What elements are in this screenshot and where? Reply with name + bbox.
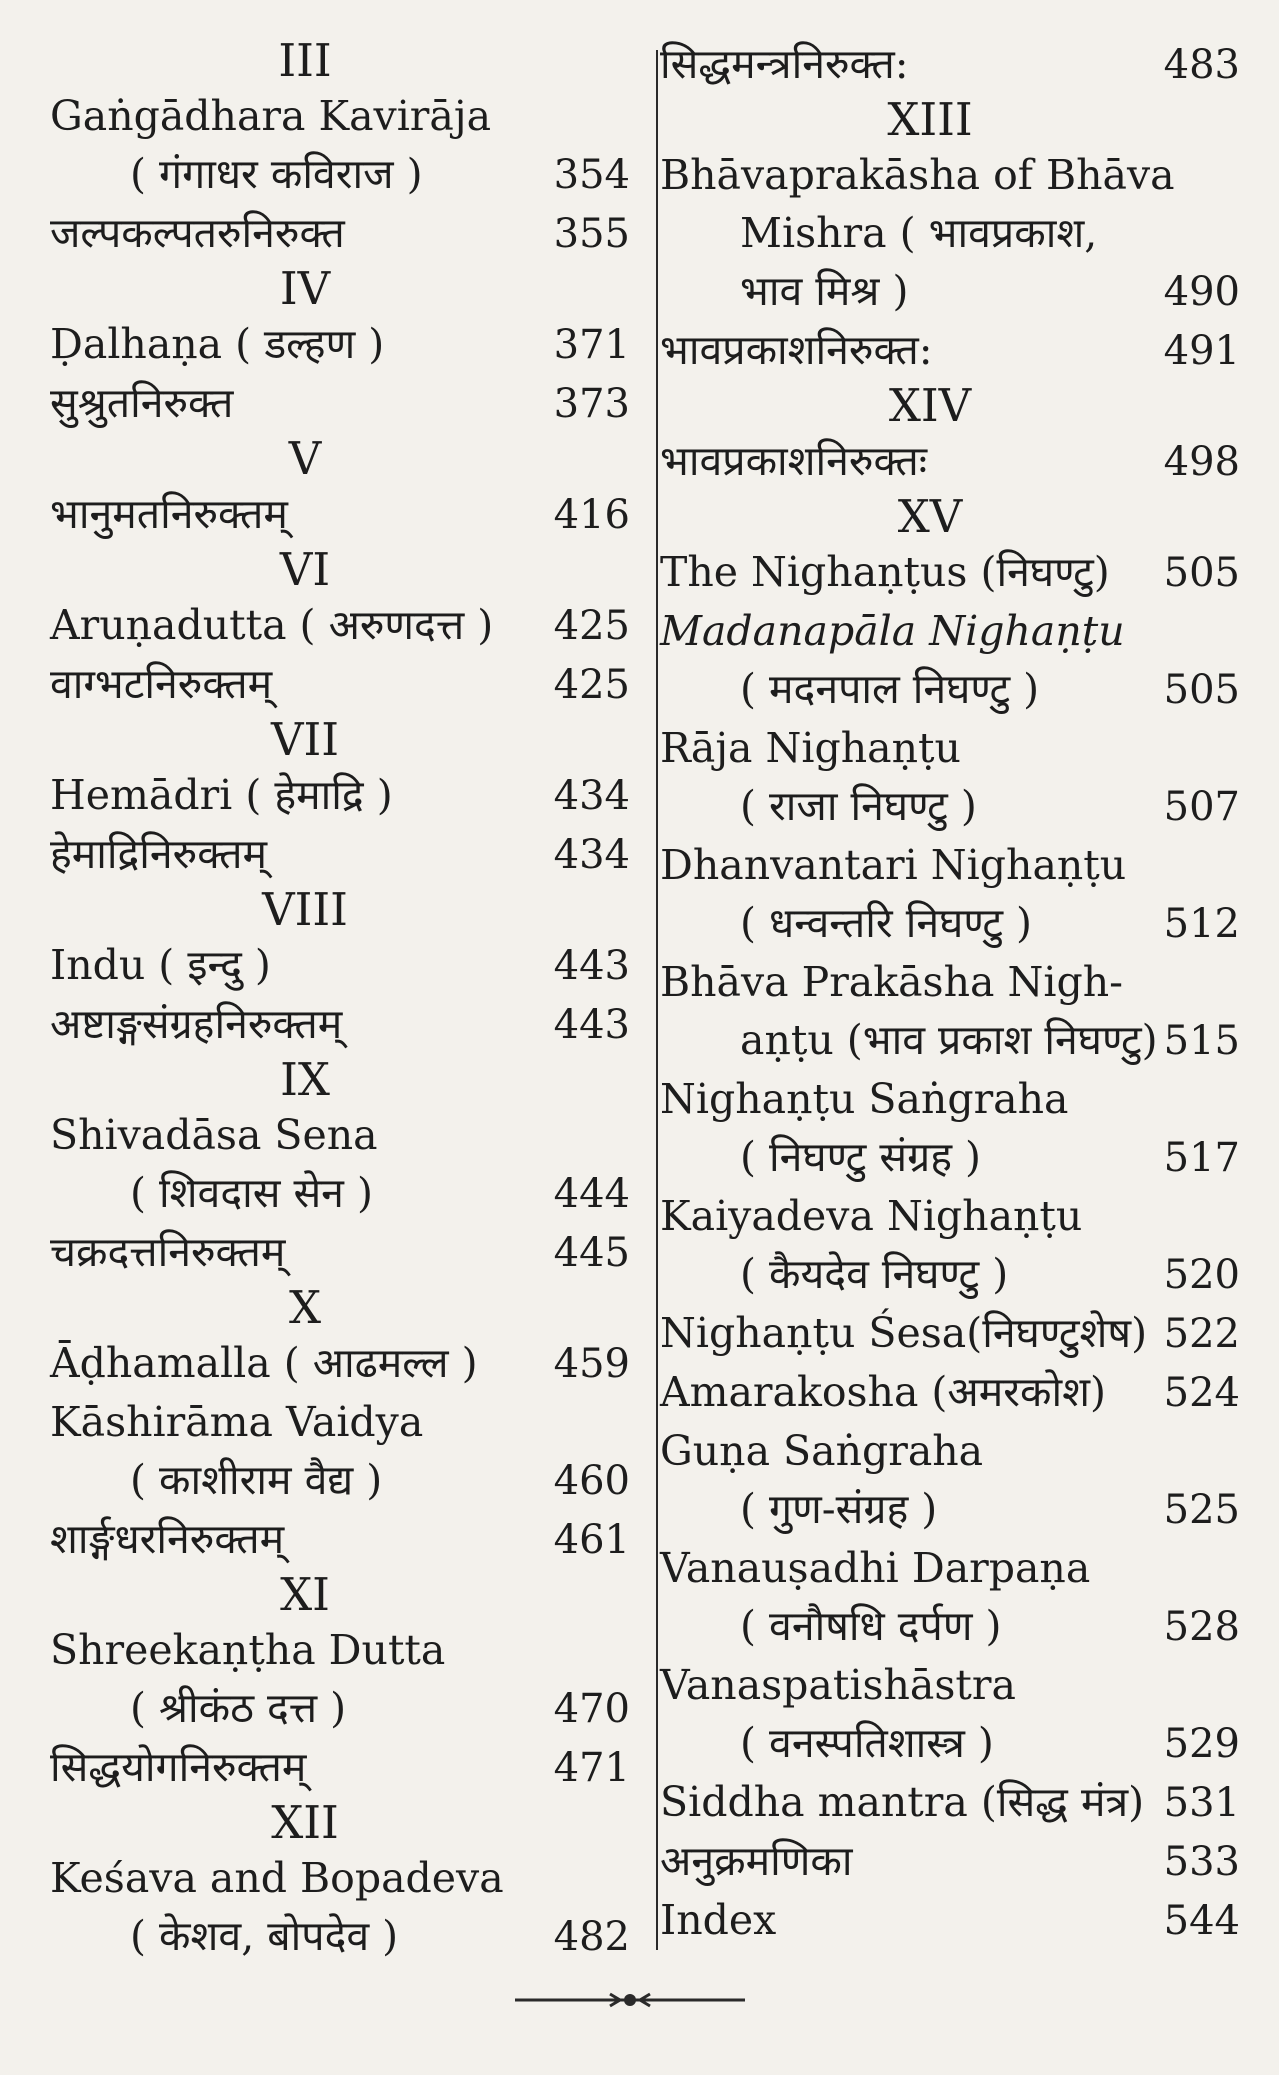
- entry-title: भावप्रकाशनिरुक्त:: [660, 326, 933, 374]
- chapter-heading: VIII: [262, 883, 348, 936]
- entry-title: ( राजा निघण्टु ): [740, 782, 977, 830]
- entry-title: चक्रदत्तनिरुक्तम्: [50, 1228, 286, 1276]
- entry-page-number: 522: [1163, 1311, 1240, 1357]
- entry-page-number: 434: [553, 832, 630, 878]
- entry-title: Hemādri ( हेमाद्रि ): [50, 771, 393, 819]
- entry-title: Kaiyadeva Nighaṇṭu: [660, 1192, 1083, 1240]
- entry-page-number: 525: [1163, 1487, 1240, 1533]
- toc-entry[interactable]: [50, 1164, 630, 1223]
- entry-title: हेमाद्रिनिरुक्तम्: [50, 830, 268, 878]
- entry-title: Gaṅgādhara Kavirāja: [50, 92, 492, 140]
- entry-title: Indu ( इन्दु ): [50, 941, 271, 989]
- toc-entry[interactable]: [660, 777, 1240, 836]
- entry-title: Madanapāla Nighaṇṭu: [660, 607, 1125, 655]
- entry-page-number: 520: [1163, 1252, 1240, 1298]
- entry-title: Amarakosha (अमरकोश): [660, 1368, 1107, 1416]
- entry-title: अनुक्रमणिका: [660, 1837, 853, 1885]
- entry-title: ( गुण-संग्रह ): [740, 1485, 938, 1533]
- toc-entry[interactable]: [660, 432, 1240, 491]
- entry-title: ( शिवदास सेन ): [130, 1169, 373, 1217]
- entry-title: ( धन्वन्तरि निघण्टु ): [740, 899, 1033, 947]
- toc-entry[interactable]: [50, 87, 630, 145]
- toc-entry[interactable]: [50, 655, 630, 714]
- ornament-flourish-icon: [510, 1985, 750, 2015]
- entry-page-number: 371: [553, 322, 630, 368]
- toc-entry[interactable]: [50, 1849, 630, 1907]
- entry-title: Kāshirāma Vaidya: [50, 1398, 424, 1446]
- toc-entry[interactable]: [50, 315, 630, 374]
- entry-page-number: 482: [553, 1914, 630, 1960]
- entry-title: Bhāva Prakāsha Nigh-: [660, 958, 1123, 1006]
- toc-entry[interactable]: [50, 936, 630, 995]
- toc-entry[interactable]: [660, 1304, 1240, 1363]
- toc-entry[interactable]: [660, 1539, 1240, 1597]
- entry-title: Dhanvantari Nighaṇṭu: [660, 841, 1127, 889]
- entry-page-number: 471: [553, 1745, 630, 1791]
- entry-page-number: 460: [553, 1458, 630, 1504]
- entry-title: शार्ङ्गधरनिरुक्तम्: [50, 1515, 285, 1563]
- chapter-heading: VII: [270, 713, 340, 766]
- entry-page-number: 512: [1163, 901, 1240, 947]
- chapter-heading: III: [278, 34, 332, 87]
- toc-entry[interactable]: [50, 204, 630, 263]
- entry-page-number: 528: [1163, 1604, 1240, 1650]
- chapter-heading: VI: [279, 543, 331, 596]
- toc-entry[interactable]: [50, 145, 630, 204]
- entry-page-number: 529: [1163, 1721, 1240, 1767]
- entry-title: भानुमतनिरुक्तम्: [50, 490, 288, 538]
- toc-entry[interactable]: [50, 1451, 630, 1510]
- toc-entry[interactable]: [660, 1422, 1240, 1480]
- entry-page-number: 505: [1163, 667, 1240, 713]
- toc-entry[interactable]: [50, 1223, 630, 1282]
- toc-entry[interactable]: [660, 1011, 1240, 1070]
- entry-page-number: 507: [1163, 784, 1240, 830]
- entry-page-number: 443: [553, 943, 630, 989]
- entry-title: Index: [660, 1896, 777, 1944]
- toc-entry[interactable]: [660, 836, 1240, 894]
- entry-title: भावप्रकाशनिरुक्तः: [660, 437, 928, 485]
- chapter-heading: XI: [280, 1568, 330, 1621]
- toc-entry[interactable]: [660, 1773, 1240, 1832]
- entry-title: Rāja Nighaṇṭu: [660, 724, 961, 772]
- entry-title: ( मदनपाल निघण्टु ): [740, 665, 1040, 713]
- entry-title: जल्पकल्पतरुनिरुक्त: [50, 209, 345, 257]
- entry-page-number: 498: [1163, 439, 1240, 485]
- entry-title: ( श्रीकंठ दत्त ): [130, 1684, 347, 1732]
- column-divider: [656, 50, 658, 1950]
- entry-title: Vanauṣadhi Darpaṇa: [660, 1544, 1091, 1592]
- toc-entry[interactable]: [50, 596, 630, 655]
- entry-title: Vanaspatishāstra: [660, 1661, 1016, 1709]
- entry-page-number: 533: [1163, 1839, 1240, 1885]
- entry-page-number: 445: [553, 1230, 630, 1276]
- entry-title: The Nighaṇṭus (निघण्टु): [660, 548, 1110, 596]
- entry-page-number: 416: [553, 492, 630, 538]
- entry-page-number: 444: [553, 1171, 630, 1217]
- toc-entry[interactable]: [660, 1714, 1240, 1773]
- entry-page-number: 524: [1163, 1370, 1240, 1416]
- entry-title: सिद्धयोगनिरुक्तम्: [50, 1743, 307, 1791]
- entry-title: Nighaṇṭu Saṅgraha: [660, 1075, 1069, 1123]
- toc-entry[interactable]: [660, 1656, 1240, 1714]
- toc-entry[interactable]: [50, 825, 630, 884]
- chapter-heading: XV: [897, 490, 963, 543]
- entry-page-number: 461: [553, 1517, 630, 1563]
- toc-entry[interactable]: [660, 543, 1240, 602]
- entry-page-number: 491: [1163, 328, 1240, 374]
- toc-entry[interactable]: [50, 995, 630, 1054]
- entry-page-number: 505: [1163, 550, 1240, 596]
- toc-entry[interactable]: [660, 602, 1240, 660]
- toc-entry[interactable]: [660, 146, 1240, 204]
- toc-entry[interactable]: [660, 1363, 1240, 1422]
- chapter-heading: V: [288, 432, 322, 485]
- entry-title: Siddha mantra (सिद्ध मंत्र): [660, 1778, 1145, 1826]
- entry-title: Ḍalhaṇa ( डल्हण ): [50, 320, 385, 368]
- entry-page-number: 425: [553, 603, 630, 649]
- toc-entry[interactable]: [50, 1393, 630, 1451]
- entry-page-number: 544: [1163, 1898, 1240, 1944]
- entry-title: Guṇa Saṅgraha: [660, 1427, 984, 1475]
- chapter-heading: IX: [280, 1053, 330, 1106]
- toc-entry[interactable]: [660, 204, 1240, 262]
- toc-entry[interactable]: [50, 1738, 630, 1797]
- toc-entry[interactable]: [660, 321, 1240, 380]
- entry-page-number: 490: [1163, 269, 1240, 315]
- entry-title: Bhāvaprakāsha of Bhāva: [660, 151, 1175, 199]
- entry-page-number: 470: [553, 1686, 630, 1732]
- entry-title: Mishra ( भावप्रकाश,: [740, 209, 1098, 257]
- entry-title: ( काशीराम वैद्य ): [130, 1456, 383, 1504]
- chapter-heading: XII: [271, 1796, 339, 1849]
- chapter-heading: XIII: [887, 93, 973, 146]
- toc-entry[interactable]: [660, 1128, 1240, 1187]
- chapter-heading: IV: [279, 262, 331, 315]
- entry-title: ( वनौषधि दर्पण ): [740, 1602, 1002, 1650]
- toc-entry[interactable]: [50, 1907, 630, 1966]
- entry-page-number: 483: [1163, 42, 1240, 88]
- entry-title: ( केशव, बोपदेव ): [130, 1912, 399, 1960]
- entry-title: भाव मिश्र ): [740, 267, 909, 315]
- entry-page-number: 459: [553, 1341, 630, 1387]
- toc-entry[interactable]: [660, 35, 1240, 94]
- entry-title: Shivadāsa Sena: [50, 1111, 378, 1159]
- chapter-heading: XIV: [888, 379, 972, 432]
- toc-entry[interactable]: [660, 1187, 1240, 1245]
- toc-entry[interactable]: [660, 719, 1240, 777]
- entry-title: अष्टाङ्गसंग्रहनिरुक्तम्: [50, 1000, 343, 1048]
- entry-title: सिद्धमन्त्रनिरुक्त:: [660, 40, 909, 88]
- entry-page-number: 515: [1163, 1018, 1240, 1064]
- toc-entry[interactable]: [50, 1621, 630, 1679]
- toc-entry[interactable]: [50, 1679, 630, 1738]
- entry-title: ( वनस्पतिशास्त्र ): [740, 1719, 994, 1767]
- entry-title: Keśava and Bopadeva: [50, 1854, 504, 1902]
- entry-title: aṇṭu (भाव प्रकाश निघण्टु): [740, 1016, 1158, 1064]
- right-column: [660, 35, 1240, 1950]
- entry-page-number: 517: [1163, 1135, 1240, 1181]
- entry-title: ( गंगाधर कविराज ): [130, 150, 423, 198]
- toc-entry[interactable]: [660, 1891, 1240, 1950]
- entry-page-number: 434: [553, 773, 630, 819]
- entry-page-number: 425: [553, 662, 630, 708]
- toc-entry[interactable]: [660, 1070, 1240, 1128]
- entry-title: Āḍhamalla ( आढमल्ल ): [50, 1339, 478, 1387]
- toc-entry[interactable]: [660, 1245, 1240, 1304]
- entry-title: ( निघण्टु संग्रह ): [740, 1133, 981, 1181]
- toc-entry[interactable]: [50, 766, 630, 825]
- entry-page-number: 531: [1163, 1780, 1240, 1826]
- toc-entry[interactable]: [50, 374, 630, 433]
- entry-title: Shreekaṇṭha Dutta: [50, 1626, 446, 1674]
- toc-entry[interactable]: [50, 1510, 630, 1569]
- chapter-heading: X: [288, 1281, 322, 1334]
- toc-entry[interactable]: [50, 1334, 630, 1393]
- entry-page-number: 373: [553, 381, 630, 427]
- entry-title: Nighaṇṭu Śesa(निघण्टुशेष): [660, 1309, 1148, 1357]
- toc-entry[interactable]: [660, 660, 1240, 719]
- toc-entry[interactable]: [660, 953, 1240, 1011]
- left-column: [50, 35, 630, 1966]
- entry-page-number: 354: [553, 152, 630, 198]
- toc-entry[interactable]: [660, 1832, 1240, 1891]
- entry-page-number: 443: [553, 1002, 630, 1048]
- toc-entry[interactable]: [50, 1106, 630, 1164]
- toc-entry[interactable]: [660, 1480, 1240, 1539]
- entry-title: सुश्रुतनिरुक्त: [50, 379, 234, 427]
- toc-entry[interactable]: [660, 262, 1240, 321]
- entry-page-number: 355: [553, 211, 630, 257]
- entry-title: ( कैयदेव निघण्टु ): [740, 1250, 1009, 1298]
- entry-title: Aruṇadutta ( अरुणदत्त ): [50, 601, 494, 649]
- entry-title: वाग्भटनिरुक्तम्: [50, 660, 273, 708]
- toc-entry[interactable]: [50, 485, 630, 544]
- toc-entry[interactable]: [660, 894, 1240, 953]
- toc-entry[interactable]: [660, 1597, 1240, 1656]
